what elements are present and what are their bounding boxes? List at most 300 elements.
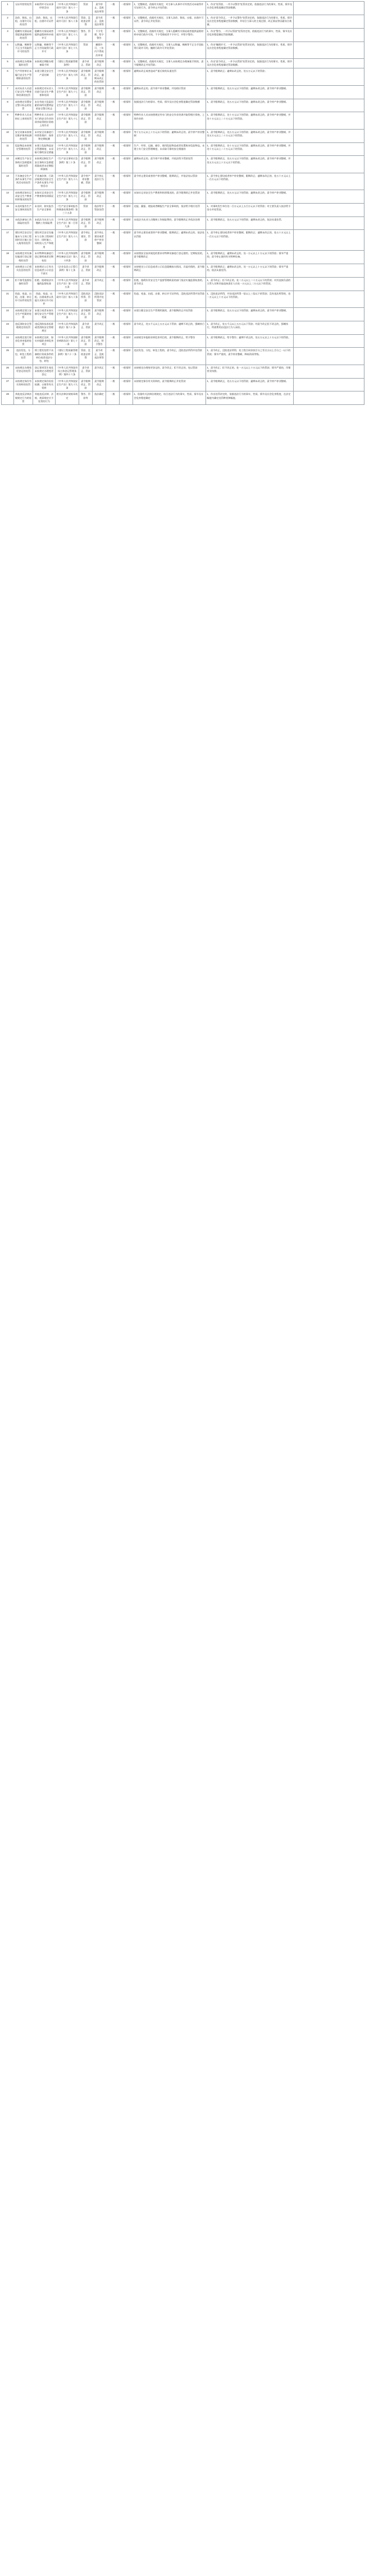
cell-range: 责令限期改正: [93, 378, 106, 391]
table-row: [2, 203, 364, 216]
cell-level: 一般: [106, 365, 120, 378]
cell-act: 伪造、变造、出租、出借或者以其他方式转让许可证件: [33, 291, 56, 307]
cell-seq: 9: [2, 112, 14, 129]
cell-circumstance: 1、完整阐述，依据有关规定，当事人涂改、倒卖、出租、出借许可证件，责令改正并处罚款；: [133, 15, 206, 28]
cell-circumstance: 未建立健全安全生产管理档案的，责令限期改正并处罚款: [133, 307, 206, 321]
cell-item: 未按规定设置安全警示标志的处罚: [14, 99, 33, 112]
cell-level: 一般: [106, 391, 120, 405]
cell-circumstance: 1、完整阐述，依据有关规定，当事人未按规定办理备案手续的，责令限期改正并处罚款；: [133, 58, 206, 68]
cell-level: 一般: [106, 99, 120, 112]
cell-act: 涂改、倒卖、出租、出借许可证件: [33, 15, 56, 28]
cell-standard: 1、作出“警告、一并予以罚款”处罚决定的，依据违法行为的事实、性质、情节及社会危害程度确定罚款数额。: [206, 28, 294, 42]
cell-seq: 13: [2, 173, 14, 190]
cell-remark: [294, 216, 364, 230]
table-row: [2, 365, 364, 378]
cell-basis: 《建设工程质量管理条例》第六十二条: [56, 348, 79, 365]
cell-item: 未按规定保存有关资料的处罚: [14, 378, 33, 391]
cell-seq: 17: [2, 230, 14, 250]
table-row: [2, 307, 364, 321]
cell-condition: 一般情形: [120, 334, 133, 348]
cell-kind: 没收违法所得、罚款: [79, 291, 93, 307]
cell-seq: 7: [2, 85, 14, 99]
cell-act: 未建立健全安全生产责任制: [33, 68, 56, 85]
cell-range: 责令改正: [93, 277, 106, 291]
table-row: [2, 277, 364, 291]
cell-level: 一般: [106, 58, 120, 68]
cell-standard: 1、作出处罚决定的，依据违法行为的事实、性质、情节及社会危害程度，在法定幅度内确定处罚种类和幅度。: [206, 391, 294, 405]
table-row: [2, 112, 364, 129]
cell-basis: 《中华人民共和国安全生产法》第九十六条: [56, 99, 79, 112]
cell-condition: 一般情形: [120, 85, 133, 99]
cell-standard: 1、作出“责令改正、一并予以罚款”处罚决定的，依据违法行为的事实、性质、情节及社会危害程度确定罚款数额。: [206, 58, 294, 68]
cell-condition: 一般情形: [120, 250, 133, 264]
cell-standard: 1、责令限期改正，逾期未改正的，处一万元以上十万元以下的罚款；情节严重的，责令停止使用有关特种设备。: [206, 250, 294, 264]
cell-circumstance: 未如实记录安全生产教育和培训情况的，责令限期改正并处罚款: [133, 190, 206, 203]
cell-kind: 责令限期改正、罚款: [79, 307, 93, 321]
cell-basis: 《中华人民共和国安全生产法》第九十九条: [56, 378, 79, 391]
cell-remark: [294, 378, 364, 391]
cell-basis: 《中华人民共和国行政许可法》第七十九条: [56, 42, 79, 58]
cell-range: 责令限期改正: [93, 250, 106, 264]
cell-condition: 一般情形: [120, 2, 133, 15]
cell-basis: 《中华人民共和国安全生产法》第九十八条: [56, 142, 79, 156]
cell-circumstance: 迟报、漏报、谎报或者瞒报生产安全事故的，依法给予相应处罚: [133, 203, 206, 216]
cell-level: 一般: [106, 173, 120, 190]
cell-act: 未建立或者未如实填写安全生产管理档案: [33, 307, 56, 321]
cell-item: 安全设备未按规定维护保养检测的处罚: [14, 129, 33, 142]
cell-standard: 1、责令限期改正，处五万元以下的罚款；逾期未改正的，依法从重处罚。: [206, 216, 294, 230]
cell-basis: 《中华人民共和国特种设备安全法》第八十四条: [56, 250, 79, 264]
cell-item: 伪造、变造、出租、出借、转让许可证件的处罚: [14, 291, 33, 307]
cell-act: 未按规定制定生产安全事故应急救援预案或者未定期组织演练: [33, 156, 56, 173]
table-row: [2, 173, 364, 190]
cell-range: 撤销许可、三年内不得再次申请: [93, 42, 106, 58]
cell-item: 未及时报告生产安全事故的处罚: [14, 203, 33, 216]
cell-item: 未按规定公示相关信息的处罚: [14, 264, 33, 277]
cell-circumstance: 逾期未改正的，责令停产停业整顿，并依法给予罚款处罚: [133, 156, 206, 173]
cell-basis: 相关法律法规规章规定: [56, 391, 79, 405]
cell-level: 一般: [106, 277, 120, 291]
cell-circumstance: 未按规定公示信息或者公示信息隐瞒真实情况、弄虚作假的，责令限期改正: [133, 264, 206, 277]
cell-circumstance: 特种作业人员未按照规定经专门的安全作业培训并取得相应资格，上岗作业的: [133, 112, 206, 129]
cell-basis: 《中华人民共和国安全生产法》第九十九条: [56, 129, 79, 142]
cell-condition: 一般情形: [120, 142, 133, 156]
cell-range: 依法给予罚款处罚: [93, 203, 106, 216]
cell-level: 一般: [106, 156, 120, 173]
cell-kind: 责令停止建设、罚款: [79, 230, 93, 250]
cell-range: 依法确定: [93, 391, 106, 405]
cell-basis: 《中华人民共和国安全生产法》第一百零九条: [56, 216, 79, 230]
cell-range: 责令限期改正: [93, 156, 106, 173]
cell-item: 违法发包、分包、转包工程的处罚: [14, 348, 33, 365]
cell-condition: 一般情形: [120, 348, 133, 365]
cell-seq: 28: [2, 391, 14, 405]
cell-remark: [294, 99, 364, 112]
cell-condition: 一般情形: [120, 99, 133, 112]
table-row: [2, 348, 364, 365]
cell-basis: 《中华人民共和国行政许可法》第八十条: [56, 291, 79, 307]
cell-kind: 罚款、没收违法所得: [79, 348, 93, 365]
cell-remark: [294, 156, 364, 173]
cell-circumstance: 1、依据有关法律法规规定，结合违法行为的事实、性质、情节及社会危害程度确定: [133, 391, 206, 405]
cell-range: 责令限期改正: [93, 142, 106, 156]
cell-remark: [294, 28, 364, 42]
cell-item: 危险物品未按规定管理的处罚: [14, 142, 33, 156]
table-row: [2, 378, 364, 391]
cell-kind: 责令限期改正、罚款: [79, 156, 93, 173]
cell-seq: 12: [2, 156, 14, 173]
cell-act: 不具备法律、行政法规规定的安全生产条件从事生产经营活动: [33, 173, 56, 190]
cell-standard: 1、责令限期改正，处五万元以下的罚款；逾期未改正的，责令停产停业整顿。: [206, 378, 294, 391]
cell-standard: 1、责令停止建设或者停产停业整顿，限期改正；逾期未改正的，处五十万元以上一百万元以下的罚款。: [206, 230, 294, 250]
cell-seq: 15: [2, 203, 14, 216]
cell-act: 未依法为从业人员缴纳工伤保险费: [33, 216, 56, 230]
table-row: [2, 15, 364, 28]
cell-act: 未按规定对从业人员进行安全生产教育和培训: [33, 85, 56, 99]
table-row: [2, 321, 364, 334]
cell-condition: 一般情形: [120, 391, 133, 405]
cell-condition: 一般情形: [120, 58, 133, 68]
cell-seq: 24: [2, 334, 14, 348]
cell-standard: 1、对事故发生单位处一百万元以上五百万元以下的罚款；对主要负责人依法给予处分并处罚款。: [206, 203, 294, 216]
cell-remark: [294, 42, 364, 58]
table-row: [2, 2, 364, 15]
cell-level: 一般: [106, 307, 120, 321]
table-row: [2, 264, 364, 277]
cell-condition: 一般情形: [120, 378, 133, 391]
cell-remark: [294, 68, 364, 85]
cell-kind: 责令限期改正、罚款: [79, 216, 93, 230]
cell-remark: [294, 365, 364, 378]
cell-circumstance: 未按规定保存有关资料的，责令限期改正并处罚款: [133, 378, 206, 391]
table-row: [2, 129, 364, 142]
cell-act: 未按规定保存检验检测、台账等有关资料: [33, 378, 56, 391]
cell-condition: 一般情形: [120, 156, 133, 173]
cell-kind: 罚款: [79, 42, 93, 58]
cell-seq: 20: [2, 277, 14, 291]
cell-condition: 一般情形: [120, 216, 133, 230]
cell-level: 一般: [106, 334, 120, 348]
cell-remark: [294, 264, 364, 277]
cell-range: 责令限期改正、给予警告: [93, 334, 106, 348]
cell-circumstance: 等于五万元以上十万元以下的罚款；逾期未改正的，责令停产停业整顿: [133, 129, 206, 142]
cell-kind: 责令限期改正、罚款: [79, 378, 93, 391]
cell-seq: 1: [2, 2, 14, 15]
cell-item: 无证经营的处罚: [14, 2, 33, 15]
cell-item: 特种作业人员未持证上岗的处罚: [14, 112, 33, 129]
cell-kind: 警告、罚款等: [79, 391, 93, 405]
cell-basis: 《中华人民共和国职业病防治法》第七十一条: [56, 334, 79, 348]
cell-level: 一般: [106, 378, 120, 391]
cell-act: 登记事项发生变化未按规定办理变更登记: [33, 365, 56, 378]
cell-remark: [294, 142, 364, 156]
cell-kind: 责令改正、罚款: [79, 58, 93, 68]
table-row: [2, 156, 364, 173]
cell-range: 责令限期改正: [93, 264, 106, 277]
cell-standard: 1、责令限期改正，给予警告；逾期不改正的，处五万元以上十万元以下的罚款。: [206, 334, 294, 348]
cell-item: 未按规定进行职业危害申报的处罚: [14, 334, 33, 348]
cell-remark: [294, 321, 364, 334]
cell-standard: 1、责令改正，处五千元以上五万元以下罚款；经责令改正拒不改正的，强制执行，所需费用由违法行为人承担。: [206, 321, 294, 334]
cell-seq: 22: [2, 307, 14, 321]
cell-act: 建设项目安全设施未与主体工程同时设计、同时施工、同时投入生产和使用: [33, 230, 56, 250]
cell-condition: 一般情形: [120, 15, 133, 28]
cell-kind: 责令限期改正、罚款: [79, 112, 93, 129]
cell-remark: [294, 348, 364, 365]
cell-circumstance: 未按照安全技术规范的要求对特种设备进行登记建档、定期检验的，责令限期改正: [133, 250, 206, 264]
cell-standard: 1、责令限期改正，处十万元以下的罚款；逾期未改正的，责令停产停业整顿，并处十万元以上二十万元以下的罚款。: [206, 142, 294, 156]
cell-kind: 责令改正、罚款: [79, 321, 93, 334]
table-row: [2, 391, 364, 405]
cell-seq: 6: [2, 68, 14, 85]
cell-act: 未按规定期限办理备案手续: [33, 58, 56, 68]
cell-act: 未如实记录安全生产教育和培训情况: [33, 190, 56, 203]
cell-item: 未按规定如实记录安全生产教育培训情况的处罚: [14, 190, 33, 203]
cell-kind: 责令限期改正、罚款: [79, 250, 93, 264]
cell-standard: 1、责令改正；拒不改正的，处二万元以上二十万元以下的罚款；对其直接负责的主管人员和其他直接责任人员处一万元以上二万元以下的罚款。: [206, 277, 294, 291]
cell-act: 未建立危险物品安全管理制度、未采取可靠的安全措施: [33, 142, 56, 156]
cell-circumstance: 违法发包、分包、转包工程的，责令改正，没收违法所得并处罚款: [133, 348, 206, 365]
cell-range: 责令限期改正: [93, 190, 106, 203]
cell-remark: [294, 203, 364, 216]
cell-basis: 《中华人民共和国安全生产法》第一百零五条: [56, 277, 79, 291]
penalty-discretion-sheet: [0, 0, 365, 411]
cell-kind: 罚款: [79, 2, 93, 15]
cell-standard: 1、责令限期改正，处五万元以下的罚款；逾期未改正的，责令停产停业整顿。: [206, 307, 294, 321]
cell-condition: 一般情形: [120, 291, 133, 307]
cell-seq: 14: [2, 190, 14, 203]
cell-remark: [294, 334, 364, 348]
cell-circumstance: 未按规定申报职业病危害项目的，责令限期改正，给予警告: [133, 334, 206, 348]
cell-seq: 5: [2, 58, 14, 68]
cell-act: 未按规定及时、如实申报职业病危害项目: [33, 334, 56, 348]
cell-range: 责令限期改正: [93, 58, 106, 68]
table-row: [2, 216, 364, 230]
cell-kind: 警告、罚款: [79, 28, 93, 42]
cell-standard: 1、责令限期改正，处五万元以下的罚款；逾期未改正的，责令停产停业整顿。: [206, 190, 294, 203]
cell-kind: 责令停产停业整顿、罚款: [79, 173, 93, 190]
cell-level: 一般: [106, 42, 120, 58]
cell-condition: 一般情形: [120, 203, 133, 216]
table-row: [2, 230, 364, 250]
table-row: [2, 291, 364, 307]
cell-condition: 一般情形: [120, 307, 133, 321]
cell-standard: 1、责令限期改正；逾期未改正的，处五万元以下的罚款；: [206, 68, 294, 85]
cell-act: 特种作业人员未经专门的安全作业培训并取得相应资格上岗作业: [33, 112, 56, 129]
cell-basis: 《中华人民共和国安全生产法》第九十七条: [56, 112, 79, 129]
cell-kind: 责令限期改正、罚款: [79, 85, 93, 99]
cell-range: 责令改正、没收违法所得: [93, 15, 106, 28]
cell-basis: 《企业信息公示暂行条例》第十七条: [56, 264, 79, 277]
cell-seq: 26: [2, 365, 14, 378]
table-row: [2, 28, 364, 42]
cell-act: 违反消防技术标准或者消防安全管理规定: [33, 321, 56, 334]
cell-level: 一般: [106, 15, 120, 28]
cell-range: 责令限期改正: [93, 307, 106, 321]
cell-condition: 一般情形: [120, 264, 133, 277]
cell-range: 不予受理、给予警告: [93, 28, 106, 42]
cell-level: 一般: [106, 129, 120, 142]
cell-act: 拒绝、阻碍依法实施的监督检查: [33, 277, 56, 291]
cell-circumstance: 1、完整阐述，依据有关规定，当事人以欺骗、贿赂等不正当手段取得行政许可的，撤销行政许可并处罚款；: [133, 42, 206, 58]
cell-basis: 《建设工程质量管理条例》: [56, 58, 79, 68]
cell-standard: 1、责令限期改正，处五万元以下的罚款；逾期未改正的，责令停产停业整顿，并处五万元以上二十万元以下的罚款。: [206, 129, 294, 142]
cell-act: 未在有较大危险因素的场所设置明显的安全警示标志: [33, 99, 56, 112]
cell-standard: 1、责令限期改正，处十万元以下的罚款；逾期未改正的，责令停产停业整顿，并处十万元以上二十万元以下的罚款。: [206, 112, 294, 129]
cell-range: 责令改正: [93, 321, 106, 334]
cell-condition: 一般情形: [120, 277, 133, 291]
cell-item: 违反消防安全管理规定的处罚: [14, 321, 33, 334]
cell-range: 责令限期改正: [93, 112, 106, 129]
table-row: [2, 190, 364, 203]
cell-basis: 《中华人民共和国行政许可法》第八十一条: [56, 2, 79, 15]
cell-basis: 《中华人民共和国行政许可法》第七十八条: [56, 28, 79, 42]
cell-seq: 27: [2, 378, 14, 391]
cell-basis: 《中华人民共和国安全生产法》第九十四条: [56, 68, 79, 85]
cell-remark: [294, 391, 364, 405]
cell-circumstance: 未按规定办理变更登记的，责令改正；拒不改正的，处以罚款: [133, 365, 206, 378]
cell-item: 未按规定对设备设施进行登记建档的处罚: [14, 250, 33, 264]
cell-circumstance: 依据违法行为的事实、性质、情节及社会危害程度确定罚款数额: [133, 99, 206, 112]
cell-condition: 一般情形: [120, 68, 133, 85]
cell-kind: 罚款: [79, 203, 93, 216]
cell-range: 责令停止建设或者停产停业整顿: [93, 230, 106, 250]
cell-act: 未及时、如实报告生产安全事故: [33, 203, 56, 216]
cell-kind: 责令限期改正、罚款: [79, 68, 93, 85]
cell-remark: [294, 2, 364, 15]
cell-remark: [294, 277, 364, 291]
cell-seq: 2: [2, 15, 14, 28]
cell-standard: 1、责令限期改正，处五万元以下的罚款；逾期未改正的，责令停产停业整顿，并处五万元以上十万元以下的罚款。: [206, 156, 294, 173]
cell-seq: 10: [2, 129, 14, 142]
cell-level: 一般: [106, 190, 120, 203]
cell-condition: 一般情形: [120, 28, 133, 42]
cell-basis: 《中华人民共和国安全生产法》第九十八条: [56, 173, 79, 190]
cell-seq: 11: [2, 142, 14, 156]
cell-item: 其他违反法律法规规定行为的处罚: [14, 391, 33, 405]
cell-range: 责令限期改正: [93, 129, 106, 142]
cell-kind: 责令改正、罚款: [79, 365, 93, 378]
table-row: [2, 250, 364, 264]
cell-basis: 《中华人民共和国行政许可法》第八十条: [56, 15, 79, 28]
cell-item: 未对从业人员进行安全生产教育和培训的处罚: [14, 85, 33, 99]
table-row: [2, 58, 364, 68]
cell-level: 一般: [106, 142, 120, 156]
cell-standard: 1、没收违法所得，并处违法所得一倍以上三倍以下的罚款；没有违法所得的，处一万元以上十万元以下的罚款。: [206, 291, 294, 307]
cell-seq: 16: [2, 216, 14, 230]
cell-remark: [294, 173, 364, 190]
cell-circumstance: 1、完整阐述，依据有关规定，当事人隐瞒有关情况或者提供虚假材料申请行政许可的，不予受理或者不予许可，并给予警告；: [133, 28, 206, 42]
cell-kind: 责令限期改正、罚款: [79, 129, 93, 142]
cell-remark: [294, 112, 364, 129]
cell-condition: 一般情形: [120, 190, 133, 203]
cell-level: 一般: [106, 2, 120, 15]
cell-act: 未对特种设备进行登记建档或者定期检验: [33, 250, 56, 264]
cell-remark: [294, 291, 364, 307]
cell-range: 责令改正: [93, 365, 106, 378]
cell-standard: 1、责令限期改正；逾期未改正的，处一万元以上十万元以下的罚款；情节严重的，依法从重处罚。: [206, 264, 294, 277]
cell-remark: [294, 15, 364, 28]
cell-level: 一般: [106, 203, 120, 216]
cell-basis: 《中华人民共和国安全生产法》第九十七条: [56, 190, 79, 203]
cell-standard: 1、作出“撤销许可、一并予以罚款”处罚决定的，依据违法行为的事实、性质、情节及社会危害程度确定罚款数额。: [206, 42, 294, 58]
cell-act: 将工程发包给不具备相应资质条件的单位或者违法分包、转包: [33, 348, 56, 365]
cell-circumstance: 生产、经营、运输、储存、使用危险物品或者处置废弃危险物品，未建立专门安全管理制度、未采取可靠的安全措施的: [133, 142, 206, 156]
cell-item: 以欺骗、贿赂等不正当手段取得许可的处罚: [14, 42, 33, 58]
table-row: [2, 334, 364, 348]
cell-level: 一般: [106, 28, 120, 42]
cell-kind: 责令限期改正、罚款: [79, 334, 93, 348]
cell-seq: 23: [2, 321, 14, 334]
cell-item: 未制定生产安全事故应急救援预案的处罚: [14, 156, 33, 173]
cell-seq: 25: [2, 348, 14, 365]
cell-level: 一般: [106, 321, 120, 334]
cell-remark: [294, 85, 364, 99]
cell-kind: 责令限期改正、罚款: [79, 190, 93, 203]
cell-circumstance: 未依法为从业人员缴纳工伤保险费的，责令限期改正并依法处理: [133, 216, 206, 230]
cell-circumstance: 逾期未改正或者造成严重后果的从重处罚: [133, 68, 206, 85]
cell-standard: 1、责令限期改正，处五万元以下的罚款；逾期未改正的，责令停产停业整顿。: [206, 85, 294, 99]
cell-basis: 《中华人民共和国市场主体登记管理条例》第四十六条: [56, 365, 79, 378]
cell-condition: 一般情形: [120, 129, 133, 142]
cell-circumstance: 1、完整阐述，依据有关规定，对当事人从事许可经营活动未取得许可证的行为，责令停止并处罚款；: [133, 2, 206, 15]
cell-act: 未取得许可证从事经营活动: [33, 2, 56, 15]
cell-range: 责令限期改正: [93, 99, 106, 112]
cell-remark: [294, 58, 364, 68]
table-row: [2, 142, 364, 156]
table-row: [2, 42, 364, 58]
cell-level: 一般: [106, 230, 120, 250]
cell-kind: 罚款、没收违法所得: [79, 15, 93, 28]
cell-range: 责令改正、没收违法所得: [93, 348, 106, 365]
cell-kind: 责令限期改正、罚款: [79, 99, 93, 112]
cell-level: 一般: [106, 85, 120, 99]
cell-basis: 《生产安全事故应急条例》第三十条: [56, 156, 79, 173]
cell-circumstance: 责令停止建设或者停产停业整顿，限期改正，并依法处以罚款: [133, 173, 206, 190]
cell-level: 一般: [106, 348, 120, 365]
table-body: [2, 2, 364, 405]
cell-condition: 一般情形: [120, 112, 133, 129]
cell-condition: 一般情形: [120, 173, 133, 190]
cell-remark: [294, 230, 364, 250]
cell-remark: [294, 129, 364, 142]
cell-act: 其他违反法律、法规、规章规定应予处罚的行为: [33, 391, 56, 405]
cell-range: 责令停止、没收违法所得: [93, 2, 106, 15]
cell-level: 一般: [106, 112, 120, 129]
cell-standard: 1、责令限期改正，处五万元以下的罚款；逾期未改正的，责令停产停业整顿。: [206, 99, 294, 112]
cell-seq: 4: [2, 42, 14, 58]
cell-basis: 《生产安全事故报告和调查处理条例》第三十五条: [56, 203, 79, 216]
cell-item: 建设项目安全设施未与主体工程同时设计施工投入使用的处罚: [14, 230, 33, 250]
cell-condition: 一般情形: [120, 365, 133, 378]
cell-level: 一般: [106, 68, 120, 85]
cell-item: 未依法参加工伤保险的处罚: [14, 216, 33, 230]
cell-act: 未对安全设备进行经常性维护、保养和定期检测: [33, 129, 56, 142]
cell-item: 未按规定办理变更登记的处罚: [14, 365, 33, 378]
cell-item: 未按规定建立安全生产档案的处罚: [14, 307, 33, 321]
cell-remark: [294, 307, 364, 321]
cell-circumstance: 拒绝、阻碍负有安全生产监督管理职责的部门依法实施监督检查的，责令改正: [133, 277, 206, 291]
cell-seq: 8: [2, 99, 14, 112]
cell-range: 责令限期改正，逾期未改正的处罚款: [93, 68, 106, 85]
cell-item: 未按规定办理备案的处罚: [14, 58, 33, 68]
cell-basis: 《中华人民共和国安全生产法》第九十八条: [56, 230, 79, 250]
cell-standard: 1、作出“责令改正、一并予以警告”处罚决定的，依据违法行为的事实、性质、情节及社会危害程度确定罚款数额，并结合当事人的主观过错、改正情况等因素综合裁量。: [206, 15, 294, 28]
cell-item: 拒不接受监督检查的处罚: [14, 277, 33, 291]
cell-standard: 1、责令改正，没收违法所得，处工程合同价款百分之零点五以上百分之一以下的罚款；情节严重的，责令停业整顿，降低资质等级。: [206, 348, 294, 365]
cell-condition: 一般情形: [120, 42, 133, 58]
cell-remark: [294, 250, 364, 264]
